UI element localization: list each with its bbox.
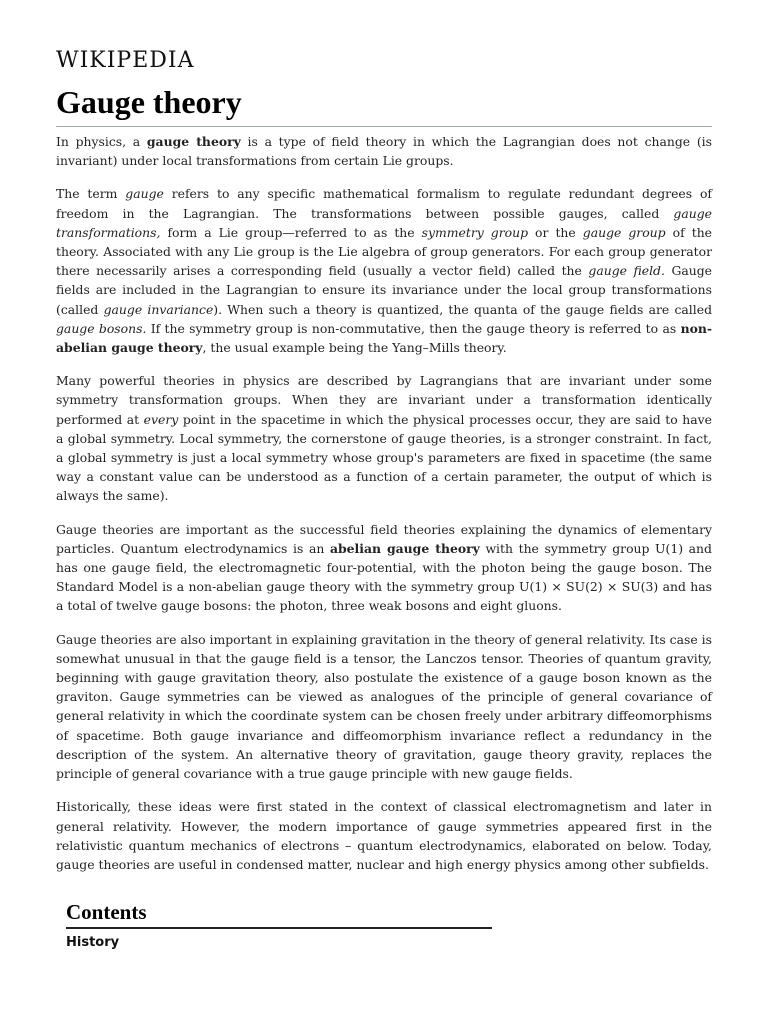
- italic-term: symmetry group: [421, 224, 529, 240]
- article-paragraph: [56, 184, 712, 357]
- table-of-contents: [66, 900, 492, 950]
- text-run: Gauge theories are important as the successful field theories explaining the dynamics of elementary particles. Quantum electrodynamics is an: [56, 521, 712, 556]
- article-paragraph: [56, 797, 712, 874]
- text-run: The term: [56, 186, 126, 202]
- page-title: Gauge theory: [56, 84, 242, 120]
- text-run: Gauge fields are included in the Lagrangian to ensure its invariance under the local group transformations (called: [56, 263, 712, 317]
- bold-term: abelian gauge theory: [329, 540, 480, 556]
- italic-term: every: [143, 411, 179, 427]
- title-divider: [56, 126, 712, 127]
- text-run: Historically, these ideas were first stated in the context of classical electromagnetism and later in general relativity. However, the modern importance of gauge symmetries appeared first in the relativistic quantum mechanics of electrons – quantum electrodynamics, elaborated on below. Today, gauge theories are useful in condensed matter, nuclear and high energy physics among other subfields.: [56, 799, 712, 872]
- contents-item[interactable]: History: [66, 935, 120, 950]
- contents-list: [66, 935, 492, 950]
- text-run: Gauge theories are also important in explaining gravitation in the theory of general relativity. Its case is somewhat unusual in that the gauge field is a tensor, the Lanczos tensor. Theories of quantum gravity, beginning with gauge gravitation theory, also postulate the existence of a gauge boson known as the graviton. Gauge symmetries can be viewed as analogues of the principle of general covariance of general relativity in which the coordinate system can be chosen freely under arbitrary diffeomorphisms of spacetime. Both gauge invariance and diffeomorphism invariance reflect a redundancy in the description of the system. An alternative theory of gravitation, gauge theory gravity, replaces the principle of general covariance with a true gauge principle with new gauge fields.: [56, 631, 712, 782]
- article-paragraph: [56, 520, 712, 616]
- italic-term: gauge transformations,: [56, 205, 712, 240]
- italic-term: gauge group: [582, 224, 666, 240]
- article-paragraph: [56, 630, 712, 784]
- text-run: refers to any specific mathematical formalism to regulate redundant degrees of freedom in the Lagrangian. The transformations between possible gauges, called: [56, 186, 712, 221]
- contents-divider: [66, 927, 492, 929]
- article-body: [56, 132, 712, 888]
- bold-term: non-abelian gauge theory: [56, 320, 712, 356]
- contents-heading: Contents: [66, 900, 147, 924]
- text-run: point in the spacetime in which the physical processes occur, they are said to have a global symmetry. Local symmetry, the cornerstone of gauge theories, is a stronger constraint. In fact, a global symmetry is just a local symmetry whose group's parameters are fixed in spacetime (the same way a constant value can be understood as a function of a certain parameter, the output of which is always the same).: [56, 411, 712, 504]
- text-run: form a Lie group—referred to as the: [160, 224, 422, 240]
- wikipedia-wordmark[interactable]: WIKIPEDIA: [56, 48, 195, 73]
- article-paragraph: [56, 371, 712, 505]
- text-run: Many powerful theories in physics are described by Lagrangians that are invariant under some symmetry transformation groups. When they are invariant under a transformation identically performed at: [56, 373, 712, 427]
- text-run: with the symmetry group U(1) and has one gauge field, the electromagnetic four-potential, with the photon being the gauge boson. The Standard Model is a non-abelian gauge theory with the symmetry group U(1) × SU(2) × SU(3) and has a total of twelve gauge bosons: the photon, three weak bosons and eight gluons.: [56, 540, 712, 614]
- text-run: , the usual example being the Yang–Mills theory.: [202, 340, 507, 356]
- text-run: is a type of field theory in which the Lagrangian does not change (is invariant) under local transformations from certain Lie groups.: [56, 134, 712, 169]
- italic-term: gauge field.: [588, 263, 665, 279]
- text-run: ). When such a theory is quantized, the quanta of the gauge fields are called: [213, 301, 713, 317]
- italic-term: gauge bosons.: [56, 320, 147, 336]
- text-run: of the theory. Associated with any Lie group is the Lie algebra of group generators. For each group generator there necessarily arises a corresponding field (usually a vector field) called the: [56, 224, 713, 279]
- text-run: In physics, a: [56, 134, 147, 149]
- text-run: or the: [528, 224, 583, 240]
- italic-term: gauge: [125, 186, 164, 202]
- article-paragraph: [56, 132, 712, 170]
- italic-term: gauge invariance: [103, 301, 214, 317]
- text-run: If the symmetry group is non-commutative, then the gauge theory is referred to as: [146, 320, 681, 336]
- bold-term: gauge theory: [146, 134, 241, 149]
